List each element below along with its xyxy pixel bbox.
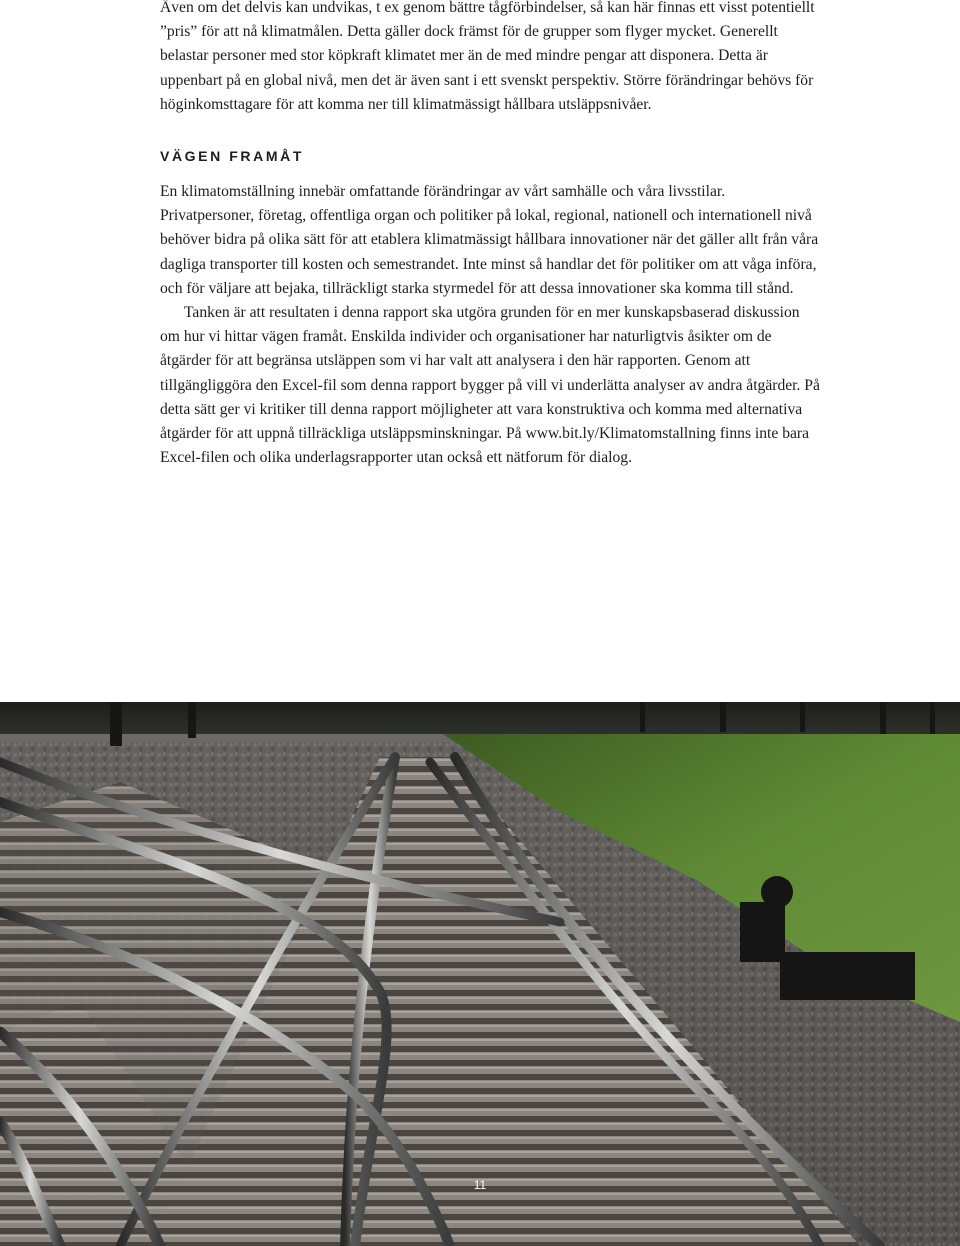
page-number: 11 — [473, 1178, 487, 1192]
intro-paragraph: Även om det delvis kan undvikas, t ex genom bättre tågförbindelser, så kan här finnas ett visst potentiellt ”pris” för att nå klimatmålen. Detta gäller dock främst för de grupper som flyger mycket. Generellt belastar personer med stor köpkraft klimatet mer än de med mindre pengar att disponera. Detta är uppenbart på en global nivå, men det är även sant i ett svenskt perspektiv. Större förändringar behövs för höginkomsttagare för att komma ner till klimatmässigt hållbara utsläppsnivåer. — [160, 0, 815, 113]
section-heading: VÄGEN FRAMÅT — [160, 148, 304, 165]
body-paragraph-1: En klimatomställning innebär omfattande förändringar av vårt samhälle och våra livsstilar. Privatpersoner, företag, offentliga organ och politiker på lokal, regional, nationell och internationell nivå behöver bidra på olika sätt för att etablera klimatmässigt hållbara innovationer när det gäller allt från våra dagliga transporter till kosten och semestrandet. Inte minst så handlar det för politiker om att våga införa, och för väljare att bejaka, tillräckligt starka styrmedel för att dessa innovationer ska komma till stånd. — [160, 183, 819, 297]
main-text — [160, 0, 820, 470]
body-paragraph-2: Tanken är att resultaten i denna rapport ska utgöra grunden för en mer kunskapsbaserad diskussion om hur vi hittar vägen framåt. Enskilda individer och organisationer har naturligtvis åsikter om de åtgärder för att begränsa utsläppen som vi har valt att analysera i den här rapporten. Genom att tillgängliggöra den Excel-fil som denna rapport bygger på vill vi underlätta analyser av andra åtgärder. På detta sätt ger vi kritiker till denna rapport möjligheter att vara konstruktiva och komma med alternativa åtgärder för att uppnå tillräckliga utsläppsminskningar. På www.bit.ly/Klimatomstallning finns inte bara Excel-filen och olika underlagsrapporter utan också ett nätforum för dialog. — [160, 304, 820, 467]
railway-tracks-photo — [0, 702, 960, 1246]
